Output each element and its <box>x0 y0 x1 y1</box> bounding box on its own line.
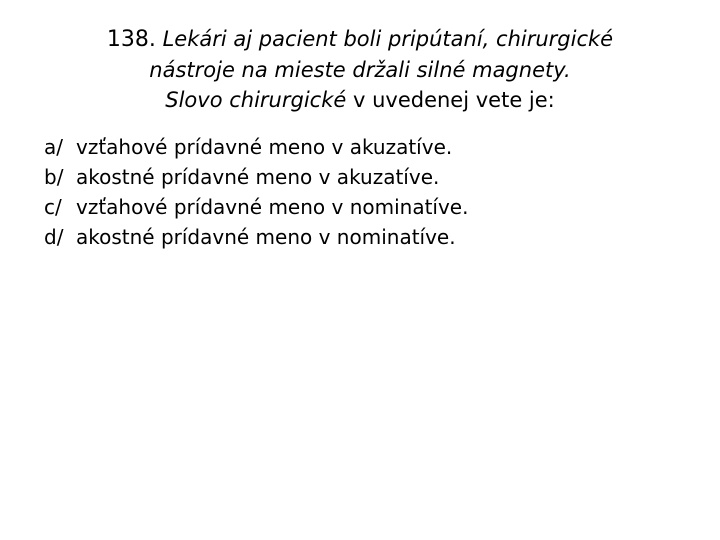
answer-text: akostné prídavné meno v akuzatíve. <box>76 165 440 189</box>
question-line-3-part-1: Slovo <box>165 88 223 112</box>
question-line-1 <box>60 24 660 55</box>
question-line-1-text: Lekári aj pacient boli pripútaní, chirurgické <box>162 27 614 51</box>
answer-letter: a/ <box>44 135 63 159</box>
answer-option-a[interactable] <box>44 132 468 162</box>
question-number: 138. <box>106 27 156 52</box>
answer-text: akostné prídavné meno v nominatíve. <box>76 225 456 249</box>
answer-text: vzťahové prídavné meno v nominatíve. <box>76 195 469 219</box>
answer-option-b[interactable] <box>44 162 468 192</box>
answer-option-c[interactable] <box>44 192 468 222</box>
answer-option-d[interactable] <box>44 222 468 252</box>
question-keyword: chirurgické <box>229 88 347 112</box>
question-text <box>60 24 660 115</box>
question-line-3-part-3: v uvedenej vete je: <box>352 88 555 112</box>
answer-letter: c/ <box>44 195 62 219</box>
answer-list <box>44 132 468 252</box>
answer-text: vzťahové prídavné meno v akuzatíve. <box>76 135 453 159</box>
answer-letter: b/ <box>44 165 64 189</box>
question-line-2: nástroje na mieste držali silné magnety. <box>149 58 571 82</box>
answer-letter: d/ <box>44 225 64 249</box>
question-line-3 <box>60 85 660 115</box>
